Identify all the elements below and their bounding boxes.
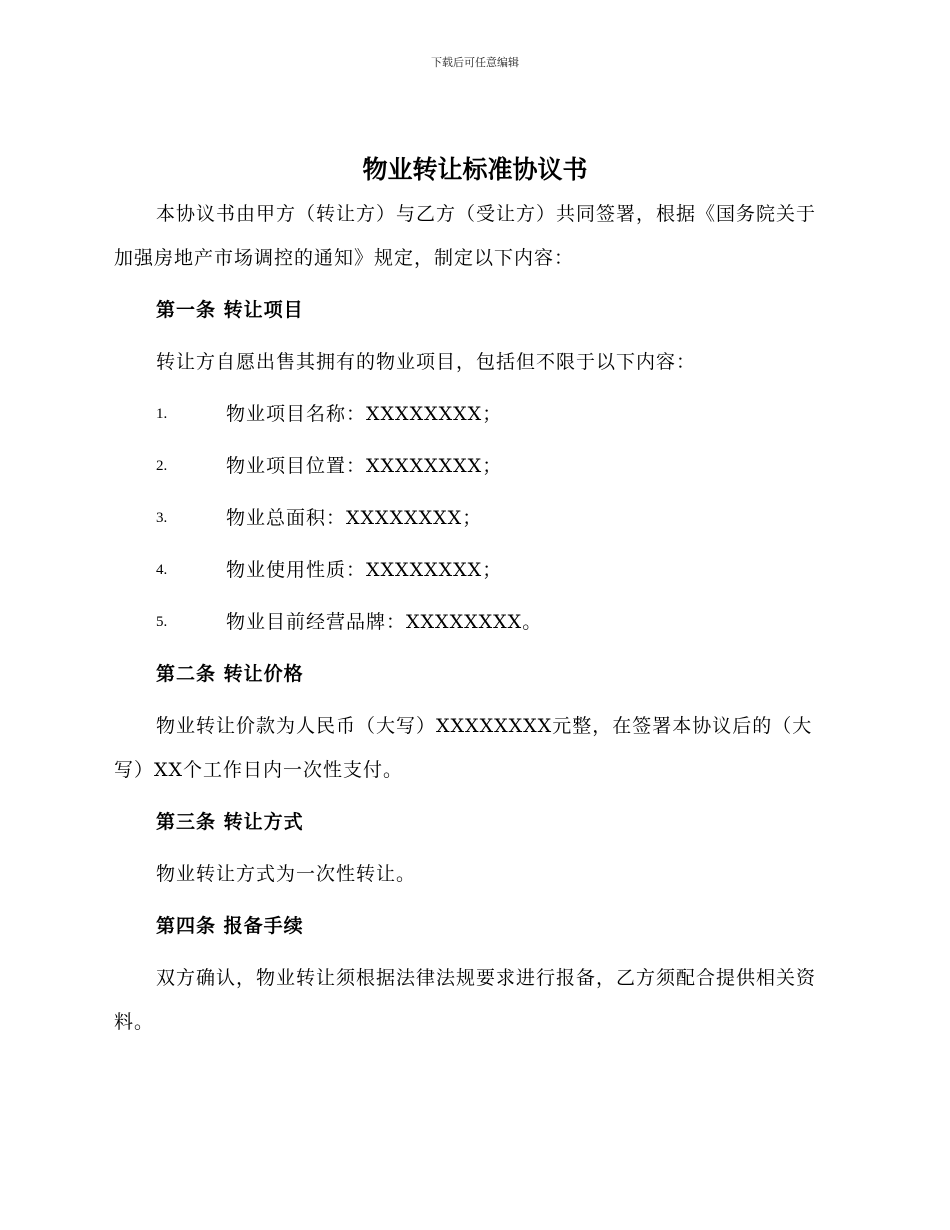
list-item-text: 物业项目位置：XXXXXXXX； [226, 455, 503, 477]
article4-text: 双方确认，物业转让须根据法律法规要求进行报备，乙方须配合提供相关资料。 [114, 967, 817, 1033]
list-item-text: 物业使用性质：XXXXXXXX； [226, 559, 503, 581]
list-item-number: 3. [156, 510, 168, 526]
article3-text: 物业转让方式为一次性转让。 [156, 863, 417, 885]
article1-heading: 第一条 转让项目 [156, 299, 304, 321]
document-title: 物业转让标准协议书 [362, 155, 588, 184]
header-note: 下载后可任意编辑 [431, 56, 519, 69]
article2-text: 物业转让价款为人民币（大写）XXXXXXXX元整，在签署本协议后的（大写）XX个工作日内一次性支付。 [114, 715, 813, 781]
list-item-number: 1. [156, 406, 168, 422]
article4-heading: 第四条 报备手续 [156, 915, 304, 937]
list-item-number: 2. [156, 458, 168, 474]
document-body [114, 192, 830, 1052]
article2-heading: 第二条 转让价格 [156, 663, 304, 685]
list-item-number: 4. [156, 562, 168, 578]
list-item-number: 5. [156, 614, 168, 630]
list-item-text: 物业目前经营品牌：XXXXXXXX。 [226, 611, 543, 633]
list-item [114, 444, 830, 488]
intro-paragraph: 本协议书由甲方（转让方）与乙方（受让方）共同签署，根据《国务院关于加强房地产市场调控的通知》规定，制定以下内容： [114, 203, 817, 269]
list-item [114, 600, 830, 644]
article3-heading: 第三条 转让方式 [156, 811, 304, 833]
list-item-text: 物业总面积：XXXXXXXX； [226, 507, 483, 529]
list-item [114, 392, 830, 436]
list-item-text: 物业项目名称：XXXXXXXX； [226, 403, 503, 425]
article1-text: 转让方自愿出售其拥有的物业项目，包括但不限于以下内容： [156, 351, 697, 373]
list-item [114, 496, 830, 540]
list-item [114, 548, 830, 592]
